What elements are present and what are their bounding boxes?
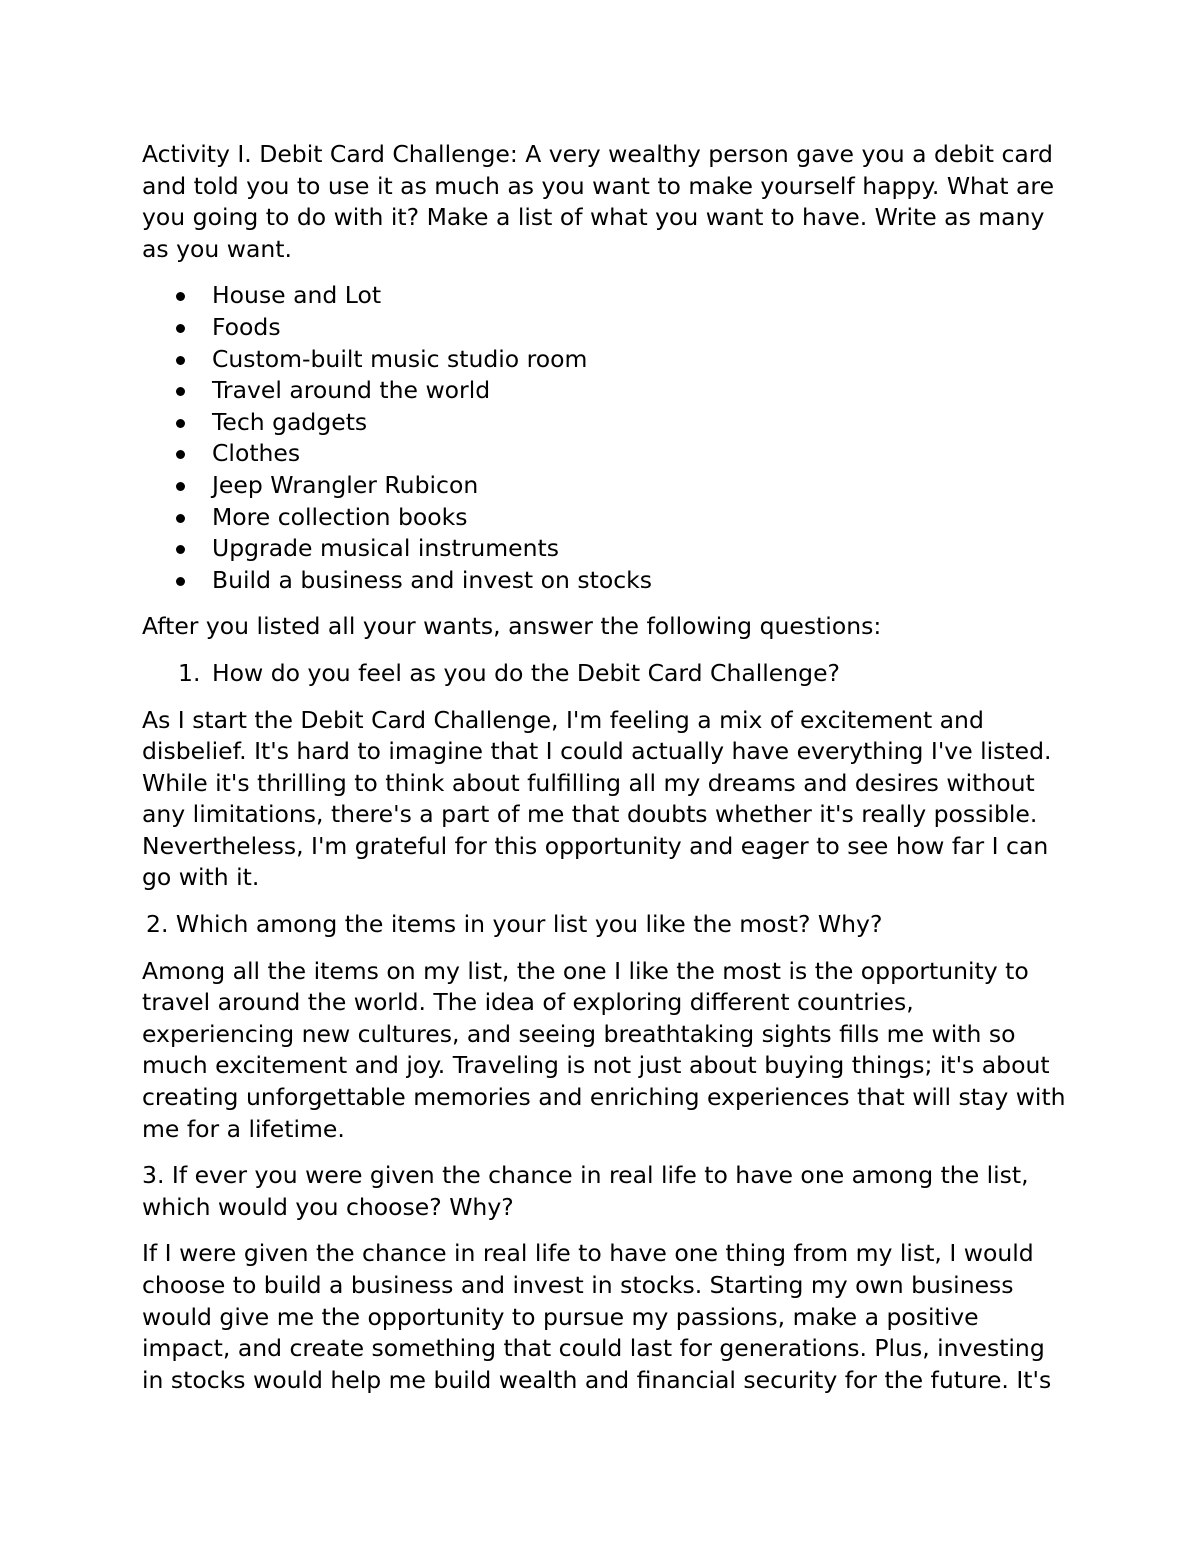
wants-list — [142, 280, 1072, 596]
list-item-text: More collection books — [212, 502, 468, 531]
list-item-text: House and Lot — [212, 281, 382, 310]
list-item — [142, 280, 1072, 312]
list-item-text: Tech gadgets — [212, 407, 368, 436]
answer-1: As I start the Debit Card Challenge, I'm feeling a mix of excitement and disbelief. It's hard to imagine that I could actually have everything I've listed. While it's thrilling to think about fulfilling all my dreams and desires without any limitations, there's a part of me that doubts whether it's really possible. Nevertheless, I'm grateful for this opportunity and eager to see how far I can go with it. — [142, 705, 1052, 892]
questions-prompt: After you listed all your wants, answer the following questions: — [142, 612, 882, 641]
bullet-icon — [176, 545, 185, 554]
question-2: 2. Which among the items in your list you like the most? Why? — [146, 910, 883, 939]
list-item — [142, 407, 1072, 439]
bullet-icon — [176, 450, 185, 459]
bullet-icon — [176, 514, 185, 523]
bullet-icon — [176, 356, 185, 365]
answer-2: Among all the items on my list, the one I like the most is the opportunity to travel around the world. The idea of exploring different countries, experiencing new cultures, and seeing breathtaking sights fills me with so much excitement and joy. Traveling is not just about buying things; it's about creating unforgettable memories and enriching experiences that will stay with me for a lifetime. — [142, 956, 1066, 1143]
list-item-text: Custom-built music studio room — [212, 344, 588, 373]
list-item-text: Travel around the world — [212, 376, 491, 405]
question-1-number: 1. — [178, 658, 201, 687]
bullet-icon — [176, 292, 185, 301]
list-item — [142, 502, 1072, 534]
list-item — [142, 438, 1072, 470]
list-item — [142, 533, 1072, 565]
list-item-text: Upgrade musical instruments — [212, 534, 559, 563]
list-item — [142, 312, 1072, 344]
list-item — [142, 375, 1072, 407]
question-1 — [142, 658, 1072, 690]
list-item-text: Jeep Wrangler Rubicon — [212, 470, 479, 499]
activity-intro: Activity I. Debit Card Challenge: A very wealthy person gave you a debit card and told you to use it as much as you want to make yourself happy. What are you going to do with it? Make a list of what you want to have. Write as many as you want. — [142, 140, 1055, 263]
question-1-text: How do you feel as you do the Debit Card Challenge? — [212, 658, 840, 687]
bullet-icon — [176, 577, 185, 586]
bullet-icon — [176, 419, 185, 428]
list-item-text: Clothes — [212, 439, 301, 468]
bullet-icon — [176, 387, 185, 396]
list-item-text: Build a business and invest on stocks — [212, 565, 652, 594]
bullet-icon — [176, 324, 185, 333]
list-item — [142, 565, 1072, 597]
list-item — [142, 344, 1072, 376]
answer-3: If I were given the chance in real life to have one thing from my list, I would choose to build a business and invest in stocks. Starting my own business would give me the opportunity to pursue my passions, make a positive impact, and create something that could last for generations. Plus, investing in stocks would help me build wealth and financial security for the future. It's — [142, 1239, 1052, 1394]
list-item — [142, 470, 1072, 502]
document-page — [142, 139, 1072, 1411]
bullet-icon — [176, 482, 185, 491]
question-3: 3. If ever you were given the chance in real life to have one among the list, which would you choose? Why? — [142, 1161, 1029, 1221]
list-item-text: Foods — [212, 312, 281, 341]
